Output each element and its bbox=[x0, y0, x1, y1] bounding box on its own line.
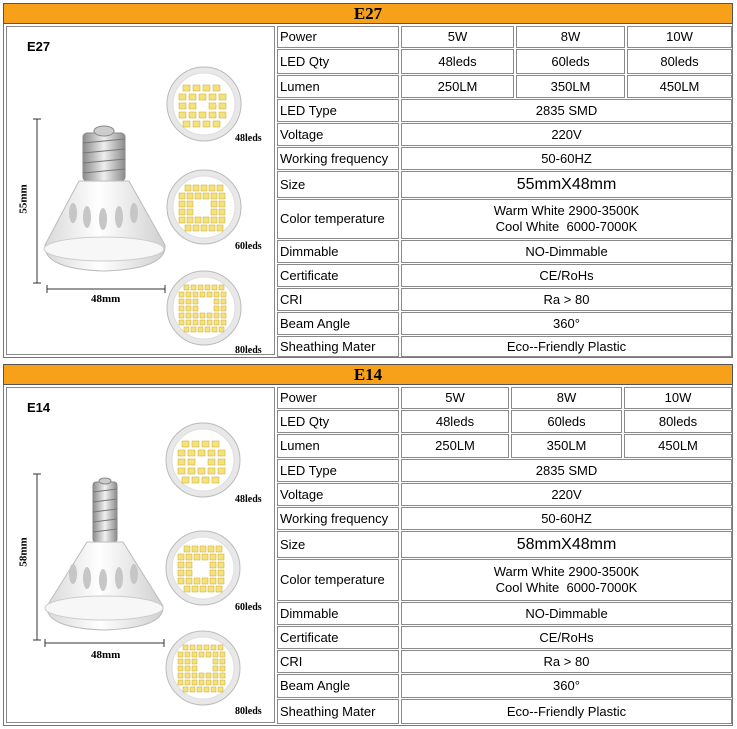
spec-row-sheathing bbox=[277, 336, 731, 357]
spec-value: Eco--Friendly Plastic bbox=[401, 699, 732, 724]
spec-value: 60leds bbox=[511, 410, 622, 433]
spec-value: 10W bbox=[627, 26, 732, 48]
spec-label: LED Qty bbox=[277, 49, 399, 74]
led-60-label: 60leds bbox=[235, 241, 262, 252]
spec-label: Power bbox=[277, 26, 399, 48]
led-disc-48-icon bbox=[166, 423, 240, 497]
height-dimension-line bbox=[33, 119, 41, 283]
spec-value: 80leds bbox=[624, 410, 732, 433]
spec-value: 350LM bbox=[511, 434, 622, 458]
spec-value: 48leds bbox=[401, 49, 514, 74]
led-48-label: 48leds bbox=[235, 133, 262, 144]
spec-row-beam-angle bbox=[277, 312, 731, 335]
cool-white-value: Cool White 6000-7000K bbox=[495, 219, 638, 234]
led-disc-80-icon bbox=[166, 631, 240, 705]
led-disc-48-icon bbox=[167, 67, 241, 141]
spec-label: LED Qty bbox=[277, 410, 399, 433]
spec-value: 58mmX48mm bbox=[401, 531, 732, 558]
spec-label: CRI bbox=[277, 288, 399, 311]
spec-value bbox=[401, 559, 732, 601]
spec-value: 60leds bbox=[516, 49, 625, 74]
width-dimension-line bbox=[45, 639, 164, 647]
spec-label: Working frequency bbox=[277, 147, 399, 170]
spec-table bbox=[277, 25, 731, 356]
spec-row-frequency bbox=[277, 147, 731, 170]
height-dimension-label: 55mm bbox=[17, 184, 30, 214]
section-body bbox=[3, 24, 733, 358]
spec-value: CE/RoHs bbox=[401, 626, 732, 649]
width-dimension-label: 48mm bbox=[91, 649, 121, 661]
spec-row-lumen bbox=[277, 75, 731, 98]
spec-value: 250LM bbox=[401, 75, 514, 98]
spec-label: Color temperature bbox=[277, 559, 399, 601]
bulb-illustration bbox=[7, 27, 274, 355]
spec-label: Dimmable bbox=[277, 240, 399, 263]
spec-value: NO-Dimmable bbox=[401, 602, 732, 625]
spec-value: 80leds bbox=[627, 49, 732, 74]
spec-label: Dimmable bbox=[277, 602, 399, 625]
spec-value: Ra > 80 bbox=[401, 288, 732, 311]
spec-row-sheathing bbox=[277, 699, 731, 724]
spec-label: LED Type bbox=[277, 459, 399, 482]
spec-value: 360° bbox=[401, 674, 732, 698]
spec-value: 48leds bbox=[401, 410, 509, 433]
spec-row-power bbox=[277, 26, 731, 48]
led-disc-60-icon bbox=[167, 170, 241, 244]
spec-row-voltage bbox=[277, 483, 731, 506]
spec-label: Beam Angle bbox=[277, 312, 399, 335]
led-80-label: 80leds bbox=[235, 345, 262, 356]
spec-value: 10W bbox=[624, 387, 732, 409]
spec-value: 450LM bbox=[624, 434, 732, 458]
e27-bulb-icon bbox=[44, 126, 165, 271]
spec-row-led-qty bbox=[277, 49, 731, 74]
spec-value: 350LM bbox=[516, 75, 625, 98]
spec-row-color-temperature bbox=[277, 559, 731, 601]
model-label: E27 bbox=[27, 39, 51, 54]
spec-value: 2835 SMD bbox=[401, 459, 732, 482]
led-60-label: 60leds bbox=[235, 602, 262, 613]
e14-section bbox=[3, 364, 733, 726]
led-disc-60-icon bbox=[166, 531, 240, 605]
spec-label: Size bbox=[277, 531, 399, 558]
spec-label: Sheathing Mater bbox=[277, 336, 399, 357]
spec-label: Sheathing Mater bbox=[277, 699, 399, 724]
spec-value: 250LM bbox=[401, 434, 509, 458]
spec-label: Working frequency bbox=[277, 507, 399, 530]
led-48-label: 48leds bbox=[235, 494, 262, 505]
e27-section bbox=[3, 3, 733, 358]
spec-row-cri bbox=[277, 650, 731, 673]
e14-bulb-icon bbox=[45, 478, 163, 630]
spec-label: Power bbox=[277, 387, 399, 409]
spec-value: 50-60HZ bbox=[401, 507, 732, 530]
spec-row-size bbox=[277, 531, 731, 558]
spec-value: 220V bbox=[401, 123, 732, 146]
spec-label: Beam Angle bbox=[277, 674, 399, 698]
spec-value: 360° bbox=[401, 312, 732, 335]
cool-white-value: Cool White 6000-7000K bbox=[495, 580, 638, 595]
spec-value bbox=[401, 199, 732, 239]
spec-row-color-temperature bbox=[277, 199, 731, 239]
height-dimension-label: 58mm bbox=[17, 537, 30, 567]
spec-label: Lumen bbox=[277, 75, 399, 98]
spec-row-cri bbox=[277, 288, 731, 311]
model-label: E14 bbox=[27, 400, 51, 415]
spec-label: Lumen bbox=[277, 434, 399, 458]
section-body bbox=[3, 385, 733, 726]
product-image-panel bbox=[6, 26, 275, 355]
product-image-panel bbox=[6, 387, 275, 723]
section-banner: E14 bbox=[3, 364, 733, 385]
spec-value: NO-Dimmable bbox=[401, 240, 732, 263]
spec-value: 450LM bbox=[627, 75, 732, 98]
spec-value: 5W bbox=[401, 26, 514, 48]
spec-value: 50-60HZ bbox=[401, 147, 732, 170]
led-80-label: 80leds bbox=[235, 706, 262, 717]
spec-value: Eco--Friendly Plastic bbox=[401, 336, 732, 357]
spec-row-certificate bbox=[277, 626, 731, 649]
spec-row-lumen bbox=[277, 434, 731, 458]
spec-row-voltage bbox=[277, 123, 731, 146]
spec-value: 2835 SMD bbox=[401, 99, 732, 122]
spec-label: LED Type bbox=[277, 99, 399, 122]
spec-row-led-type bbox=[277, 99, 731, 122]
section-banner: E27 bbox=[3, 3, 733, 24]
spec-value: 8W bbox=[516, 26, 625, 48]
spec-label: Voltage bbox=[277, 123, 399, 146]
warm-white-value: Warm White 2900-3500K bbox=[493, 203, 640, 218]
spec-value: 8W bbox=[511, 387, 622, 409]
spec-row-dimmable bbox=[277, 240, 731, 263]
warm-white-value: Warm White 2900-3500K bbox=[493, 564, 640, 579]
height-dimension-line bbox=[33, 474, 41, 640]
spec-label: Size bbox=[277, 171, 399, 198]
spec-value: 55mmX48mm bbox=[401, 171, 732, 198]
spec-row-certificate bbox=[277, 264, 731, 287]
spec-row-led-qty bbox=[277, 410, 731, 433]
spec-row-frequency bbox=[277, 507, 731, 530]
spec-table bbox=[277, 386, 731, 724]
led-disc-80-icon bbox=[167, 271, 241, 345]
spec-label: Certificate bbox=[277, 626, 399, 649]
spec-label: Voltage bbox=[277, 483, 399, 506]
bulb-illustration bbox=[7, 388, 274, 723]
spec-value: 220V bbox=[401, 483, 732, 506]
spec-row-power bbox=[277, 387, 731, 409]
spec-label: Certificate bbox=[277, 264, 399, 287]
spec-row-size bbox=[277, 171, 731, 198]
width-dimension-label: 48mm bbox=[91, 293, 121, 305]
spec-value: Ra > 80 bbox=[401, 650, 732, 673]
spec-label: CRI bbox=[277, 650, 399, 673]
spec-row-led-type bbox=[277, 459, 731, 482]
spec-row-beam-angle bbox=[277, 674, 731, 698]
spec-value: CE/RoHs bbox=[401, 264, 732, 287]
spec-label: Color temperature bbox=[277, 199, 399, 239]
spec-row-dimmable bbox=[277, 602, 731, 625]
spec-value: 5W bbox=[401, 387, 509, 409]
width-dimension-line bbox=[47, 285, 165, 293]
